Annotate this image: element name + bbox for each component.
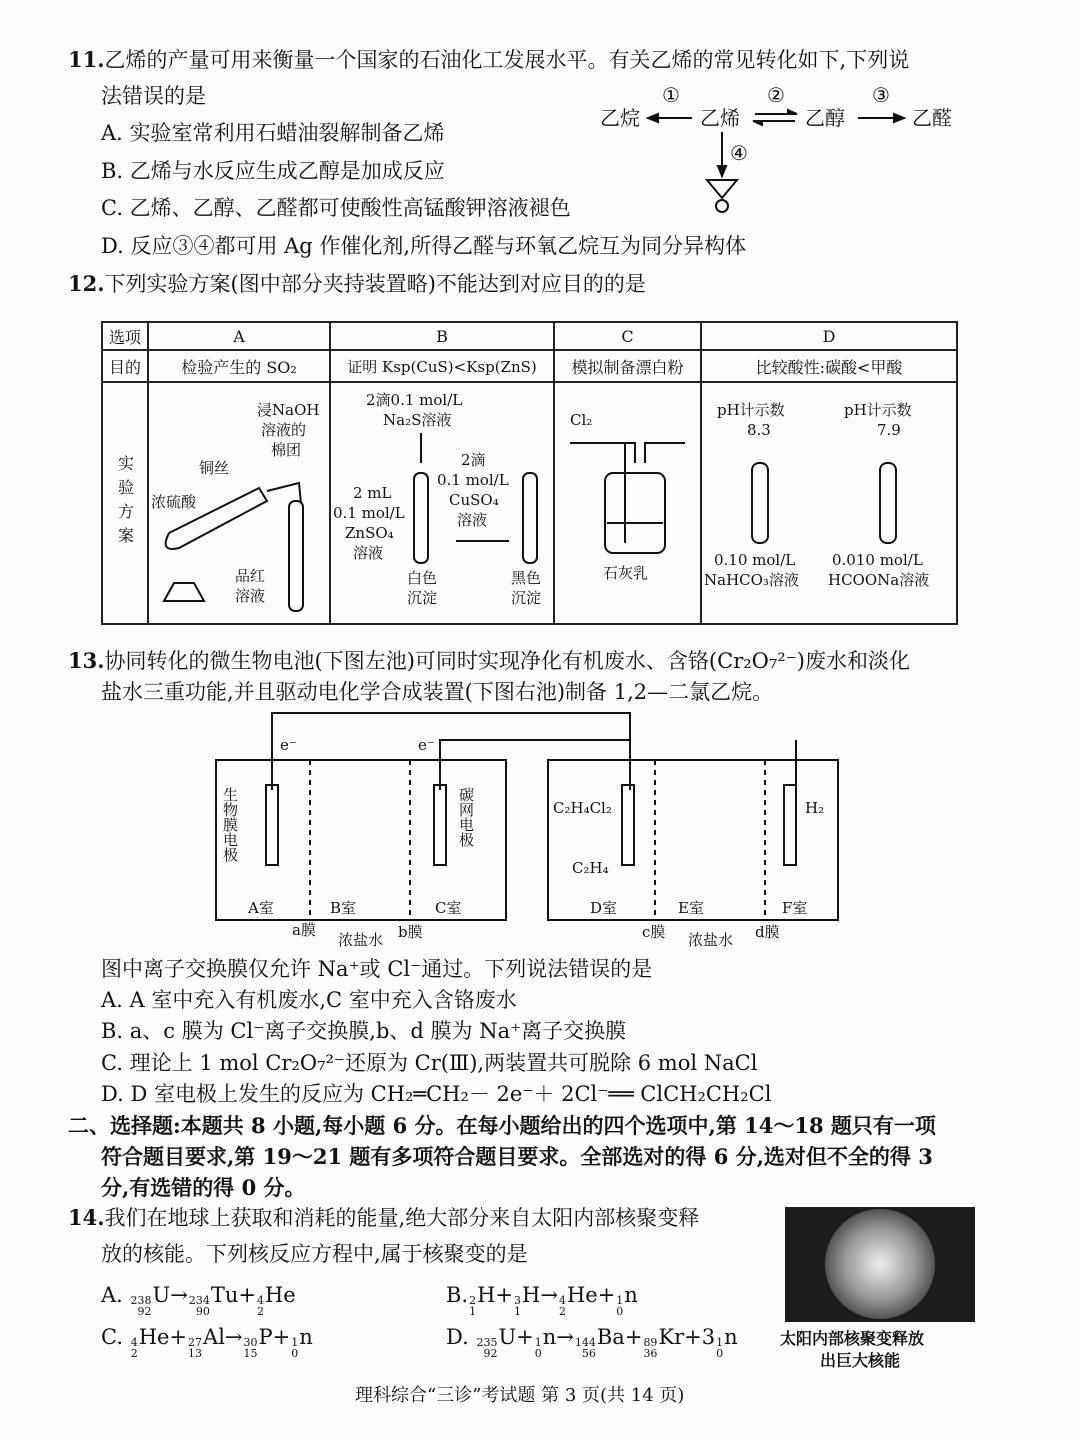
- section2-instructions-3: 分,有选错的得 0 分。: [101, 1175, 306, 1200]
- q11-option-c: C. 乙烯、乙醇、乙醛都可使酸性高锰酸钾溶液褪色: [101, 196, 571, 220]
- plan-b: [330, 382, 554, 624]
- svg-text:0.1 mol/L: 0.1 mol/L: [437, 471, 509, 489]
- col-a: A: [148, 322, 330, 350]
- svg-text:pH计示数: pH计示数: [717, 401, 785, 419]
- q14-stem-cont: 放的核能。下列核反应方程中,属于核聚变的是: [101, 1242, 528, 1266]
- q12-stem: 12.下列实验方案(图中部分夹持装置略)不能达到对应目的的是: [68, 271, 646, 296]
- col-b: B: [330, 322, 554, 350]
- svg-text:品红: 品红: [235, 567, 266, 585]
- section2-instructions-2: 符合题目要求,第 19～21 题有多项符合题目要求。全部选对的得 6 分,选对但不全的得 3: [101, 1144, 933, 1169]
- svg-text:白色: 白色: [407, 569, 438, 587]
- svg-text:浓硫酸: 浓硫酸: [151, 493, 197, 511]
- svg-text:生物膜电极: 生物膜电极: [221, 787, 239, 862]
- q14-option-a: A. 238 92 U→ 234 90 Tu+ 4 2 He: [101, 1283, 296, 1318]
- svg-text:CuSO₄: CuSO₄: [449, 491, 499, 509]
- purpose-d: 比较酸性:碳酸<甲酸: [701, 350, 957, 382]
- svg-text:e⁻: e⁻: [418, 736, 435, 754]
- sun-image: [785, 1207, 975, 1322]
- q14-stem: 14.我们在地球上获取和消耗的能量,绝大部分来自太阳内部核聚变释: [68, 1205, 700, 1230]
- svg-text:黑色: 黑色: [511, 569, 542, 587]
- svg-text:乙烷: 乙烷: [600, 106, 640, 130]
- header-option: 选项: [102, 322, 148, 350]
- svg-text:溶液: 溶液: [353, 544, 384, 562]
- q11-option-b: B. 乙烯与水反应生成乙醇是加成反应: [101, 159, 445, 183]
- svg-text:③: ③: [872, 83, 890, 107]
- svg-text:F室: F室: [782, 899, 808, 917]
- svg-text:NaHCO₃溶液: NaHCO₃溶液: [704, 571, 799, 589]
- svg-text:Na₂S溶液: Na₂S溶液: [383, 411, 452, 429]
- plan-a: [148, 382, 330, 624]
- svg-text:pH计示数: pH计示数: [844, 401, 912, 419]
- section2-instructions-1: 二、选择题:本题共 8 小题,每小题 6 分。在每小题给出的四个选项中,第 14～18 题只有一项: [68, 1113, 936, 1138]
- q13-stem: 13.协同转化的微生物电池(下图左池)可同时实现净化有机废水、含铬(Cr₂O₇²⁻)废水和淡化: [68, 648, 910, 673]
- q11-stem-cont: 法错误的是: [101, 84, 206, 108]
- header-plan: 实验方案: [102, 382, 148, 624]
- q13-cells-diagram: [210, 705, 860, 955]
- q12-table: [101, 321, 958, 625]
- header-purpose: 目的: [102, 350, 148, 382]
- purpose-b: 证明 Ksp(CuS)<Ksp(ZnS): [330, 350, 554, 382]
- svg-text:B室: B室: [330, 899, 357, 917]
- q11-stem: 11.乙烯的产量可用来衡量一个国家的石油化工发展水平。有关乙烯的常见转化如下,下列说: [68, 47, 910, 72]
- svg-text:H₂: H₂: [805, 799, 825, 817]
- plan-d: [701, 382, 957, 624]
- q14-option-b: B. 2 1 H+ 3 1 H→ 4 2 He+ 1 0 n: [446, 1283, 638, 1318]
- svg-text:7.9: 7.9: [877, 421, 901, 439]
- sun-caption-1: 太阳内部核聚变释放: [780, 1329, 925, 1348]
- svg-text:E室: E室: [678, 899, 704, 917]
- q13-option-a: A. A 室中充入有机废水,C 室中充入含铬废水: [101, 988, 517, 1012]
- svg-text:沉淀: 沉淀: [511, 589, 542, 607]
- svg-text:溶液的: 溶液的: [261, 421, 307, 439]
- purpose-c: 模拟制备漂白粉: [554, 350, 701, 382]
- svg-text:2滴: 2滴: [461, 451, 486, 469]
- q11-option-d: D. 反应③④都可用 Ag 作催化剂,所得乙醛与环氧乙烷互为同分异构体: [101, 234, 747, 258]
- svg-text:d膜: d膜: [755, 923, 780, 941]
- q11-scheme: [590, 80, 970, 220]
- svg-text:HCOONa溶液: HCOONa溶液: [828, 571, 930, 589]
- svg-text:0.010 mol/L: 0.010 mol/L: [832, 551, 923, 569]
- svg-text:2 mL: 2 mL: [353, 484, 392, 502]
- svg-text:浓盐水: 浓盐水: [338, 931, 384, 949]
- svg-text:Cl₂: Cl₂: [570, 411, 593, 429]
- plan-c: [554, 382, 701, 624]
- svg-text:A室: A室: [248, 899, 274, 917]
- q13-option-c: C. 理论上 1 mol Cr₂O₇²⁻还原为 Cr(Ⅲ),两装置共可脱除 6 mol NaCl: [101, 1051, 758, 1075]
- q13-option-d: D. D 室电极上发生的反应为 CH₂═CH₂－ 2e⁻＋ 2Cl⁻══ ClCH₂CH₂Cl: [101, 1082, 772, 1106]
- svg-text:①: ①: [662, 83, 680, 107]
- svg-text:铜丝: 铜丝: [199, 459, 230, 477]
- sun-caption-2: 出巨大核能: [820, 1351, 901, 1370]
- q13-option-b: B. a、c 膜为 Cl⁻离子交换膜,b、d 膜为 Na⁺离子交换膜: [101, 1019, 627, 1043]
- svg-text:b膜: b膜: [398, 923, 423, 941]
- svg-text:乙醇: 乙醇: [805, 106, 845, 130]
- svg-text:C₂H₄Cl₂: C₂H₄Cl₂: [553, 799, 612, 817]
- purpose-a: 检验产生的 SO₂: [148, 350, 330, 382]
- svg-text:a膜: a膜: [292, 921, 316, 939]
- svg-text:C₂H₄: C₂H₄: [572, 859, 609, 877]
- svg-text:碳网电极: 碳网电极: [457, 787, 475, 847]
- svg-text:e⁻: e⁻: [280, 736, 297, 754]
- col-d: D: [701, 322, 957, 350]
- q11-option-a: A. 实验室常利用石蜡油裂解制备乙烯: [101, 121, 445, 145]
- svg-text:④: ④: [730, 141, 748, 165]
- svg-text:D室: D室: [590, 899, 618, 917]
- svg-text:0.10 mol/L: 0.10 mol/L: [714, 551, 796, 569]
- q13-stem-cont: 盐水三重功能,并且驱动电化学合成装置(下图右池)制备 1,2—二氯乙烷。: [101, 680, 774, 704]
- svg-text:8.3: 8.3: [747, 421, 771, 439]
- svg-text:棉团: 棉团: [271, 441, 302, 459]
- svg-text:石灰乳: 石灰乳: [603, 564, 649, 582]
- q14-option-c: C. 4 2 He+ 27 13 Al→ 30 15 P+ 1 0 n: [101, 1325, 313, 1360]
- page-footer: 理科综合“三诊”考试题 第 3 页(共 14 页): [355, 1385, 685, 1406]
- svg-text:浸NaOH: 浸NaOH: [257, 401, 320, 419]
- q14-option-d: D. 235 92 U+ 1 0 n→ 144 56 Ba+ 89 36 Kr+3 1 0 n: [446, 1325, 738, 1360]
- svg-text:②: ②: [767, 83, 785, 107]
- svg-text:0.1 mol/L: 0.1 mol/L: [333, 504, 405, 522]
- col-c: C: [554, 322, 701, 350]
- svg-text:沉淀: 沉淀: [407, 589, 438, 607]
- svg-text:乙烯: 乙烯: [700, 106, 740, 130]
- svg-text:ZnSO₄: ZnSO₄: [345, 524, 394, 542]
- svg-text:C室: C室: [435, 899, 462, 917]
- svg-text:c膜: c膜: [642, 923, 666, 941]
- svg-text:溶液: 溶液: [235, 587, 266, 605]
- q13-note: 图中离子交换膜仅允许 Na⁺或 Cl⁻通过。下列说法错误的是: [101, 957, 653, 981]
- svg-text:2滴0.1 mol/L: 2滴0.1 mol/L: [366, 391, 463, 409]
- svg-text:溶液: 溶液: [457, 511, 488, 529]
- svg-text:浓盐水: 浓盐水: [688, 931, 734, 949]
- svg-text:乙醛: 乙醛: [912, 106, 952, 130]
